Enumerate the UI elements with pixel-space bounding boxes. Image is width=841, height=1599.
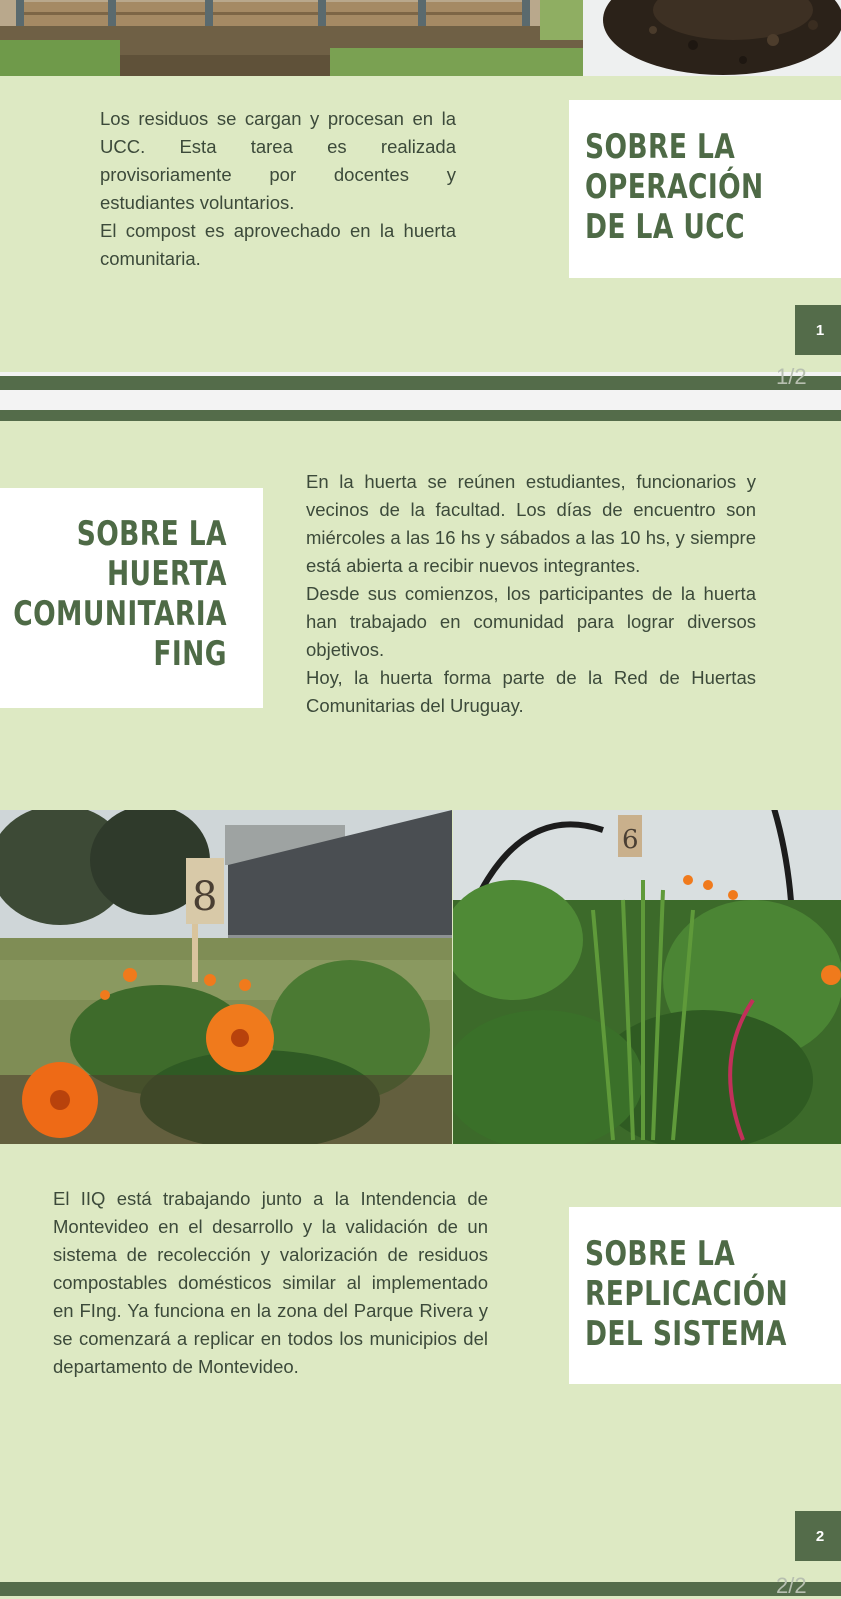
- garden-title-line-2: HUERTA: [107, 554, 227, 594]
- operation-title-line-2: OPERACIÓN: [585, 167, 764, 207]
- garden-title: [13, 514, 227, 674]
- replication-paragraph-1: El IIQ está trabajando junto a la Intendencia de Montevideo en el desarrollo y la validación de un sistema de recolección y valorización de residuos compostables domésticos similar al implementado en FIng. Ya funciona en la zona del Parque Rivera y se comenzará a replicar en todos los municipios del departamento de Montevideo.: [53, 1188, 488, 1377]
- garden-photo-greenhouse: [453, 810, 841, 1144]
- page-number-badge-2: 2: [795, 1511, 841, 1561]
- garden-sign-8: 8: [192, 874, 218, 920]
- page-2-bottom-bar: [0, 1582, 841, 1596]
- page-counter-1: 1/2: [776, 364, 807, 389]
- operation-title: [585, 127, 764, 247]
- garden-photo-flowers: [0, 810, 452, 1144]
- garden-title-box: [0, 488, 263, 708]
- page-2-top-bar: [0, 410, 841, 421]
- compost-closeup-photo: [583, 0, 841, 76]
- operation-paragraph-1: Los residuos se cargan y procesan en la UCC. Esta tarea es realizada provisoriamente por docentes y estudiantes voluntarios.: [100, 108, 456, 213]
- replication-title: [585, 1234, 788, 1354]
- operation-title-box: [569, 100, 841, 278]
- garden-title-line-1: SOBRE LA: [76, 514, 227, 554]
- garden-paragraph-3: Hoy, la huerta forma parte de la Red de Huertas Comunitarias del Uruguay.: [306, 667, 756, 716]
- garden-paragraph-1: En la huerta se reúnen estudiantes, funcionarios y vecinos de la facultad. Los días de encuentro son miércoles a las 16 hs y sábados a las 10 hs, y siempre está abierta a recibir nuevos integrantes.: [306, 471, 756, 576]
- replication-title-line-1: SOBRE LA: [585, 1234, 736, 1274]
- garden-title-line-4: FING: [153, 634, 227, 674]
- garden-title-line-3: COMUNITARIA: [13, 594, 227, 634]
- page-2: [0, 410, 841, 1599]
- replication-title-line-3: DEL SISTEMA: [585, 1314, 787, 1354]
- compost-bins-photo: [0, 0, 583, 76]
- replication-title-box: [569, 1207, 841, 1384]
- page-number-badge-1: 1: [795, 305, 841, 355]
- page-1: [0, 0, 841, 372]
- operation-title-line-1: SOBRE LA: [585, 127, 736, 167]
- operation-paragraph-2: El compost es aprovechado en la huerta comunitaria.: [100, 220, 456, 269]
- garden-paragraph-2: Desde sus comienzos, los participantes de la huerta han trabajado en comunidad para lograr diversos objetivos.: [306, 583, 756, 660]
- greenhouse-sign-6: 6: [622, 825, 639, 855]
- operation-title-line-3: DE LA UCC: [585, 207, 745, 247]
- page-1-bottom-bar-strip: [0, 376, 841, 390]
- replication-title-line-2: REPLICACIÓN: [585, 1274, 789, 1314]
- replication-text: [53, 1185, 488, 1381]
- garden-text: [306, 468, 756, 720]
- operation-text: [100, 105, 456, 273]
- page-counter-2: 2/2: [776, 1573, 807, 1598]
